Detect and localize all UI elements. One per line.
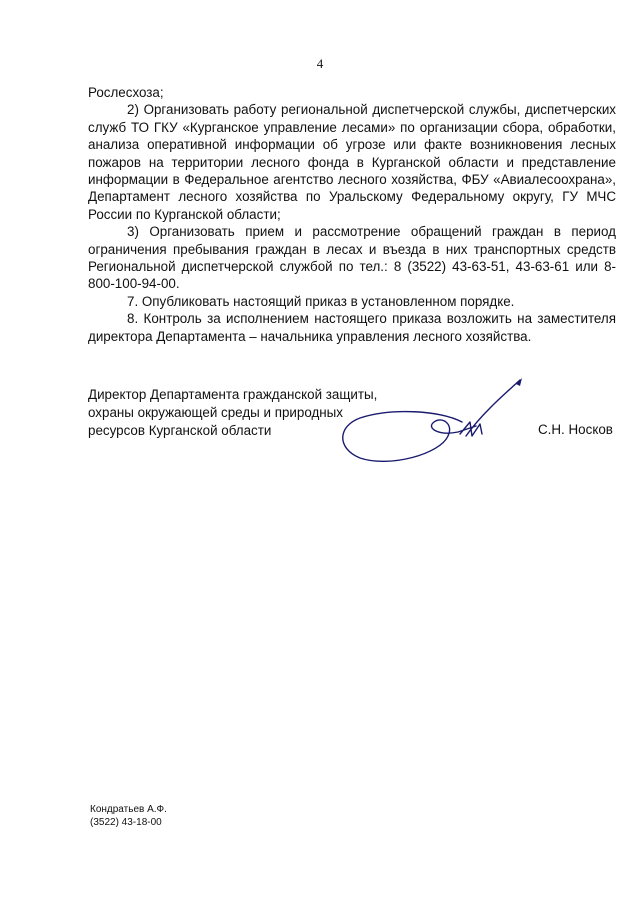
executor-name: Кондратьев А.Ф. [90,804,167,815]
paragraph-item-8: 8. Контроль за исполнением настоящего приказа возложить на заместителя директора Департамента – начальника управления лесного хозяйства. [88,311,616,344]
signatory-name: С.Н. Носков [538,422,613,437]
paragraph-item-2: 2) Организовать работу региональной диспетчерской службы, диспетчерских служб ТО ГКУ «Курганское управление лесами» по организации сбора, обработки, анализа оперативной информации об угрозе или факте возникновения лесных пожаров на территории лесного фонда в Курганской области и представление информации в Федеральное агентство лесного хозяйства, ФБУ «Авиалесоохрана», Департамент лесного хозяйства по Уральскому Федеральному округу, ГУ МЧС России по Курганской области; [88,102,616,222]
signatory-title-line: охраны окружающей среды и природных [88,405,343,420]
signatory-title-line: Директор Департамента гражданской защиты, [88,387,378,402]
handwritten-signature [330,370,550,470]
paragraph-item-7: 7. Опубликовать настоящий приказ в установленном порядке. [127,293,515,309]
paragraph-continuation: Рослесхоза; [88,85,164,100]
signatory-title-line: ресурсов Курганской области [88,423,272,438]
executor-phone: (3522) 43-18-00 [90,817,162,828]
document-body [88,84,616,345]
paragraph-item-3: 3) Организовать прием и рассмотрение обращений граждан в период ограничения пребывания граждан в лесах и въезда в них транспортных средств Региональной диспетчерской службой по тел.: 8 (3522) 43-63-51, 43-63-61 или 8-800-100-94-00. [88,224,616,292]
page-number: 4 [316,56,324,71]
executor-footer [90,803,167,829]
